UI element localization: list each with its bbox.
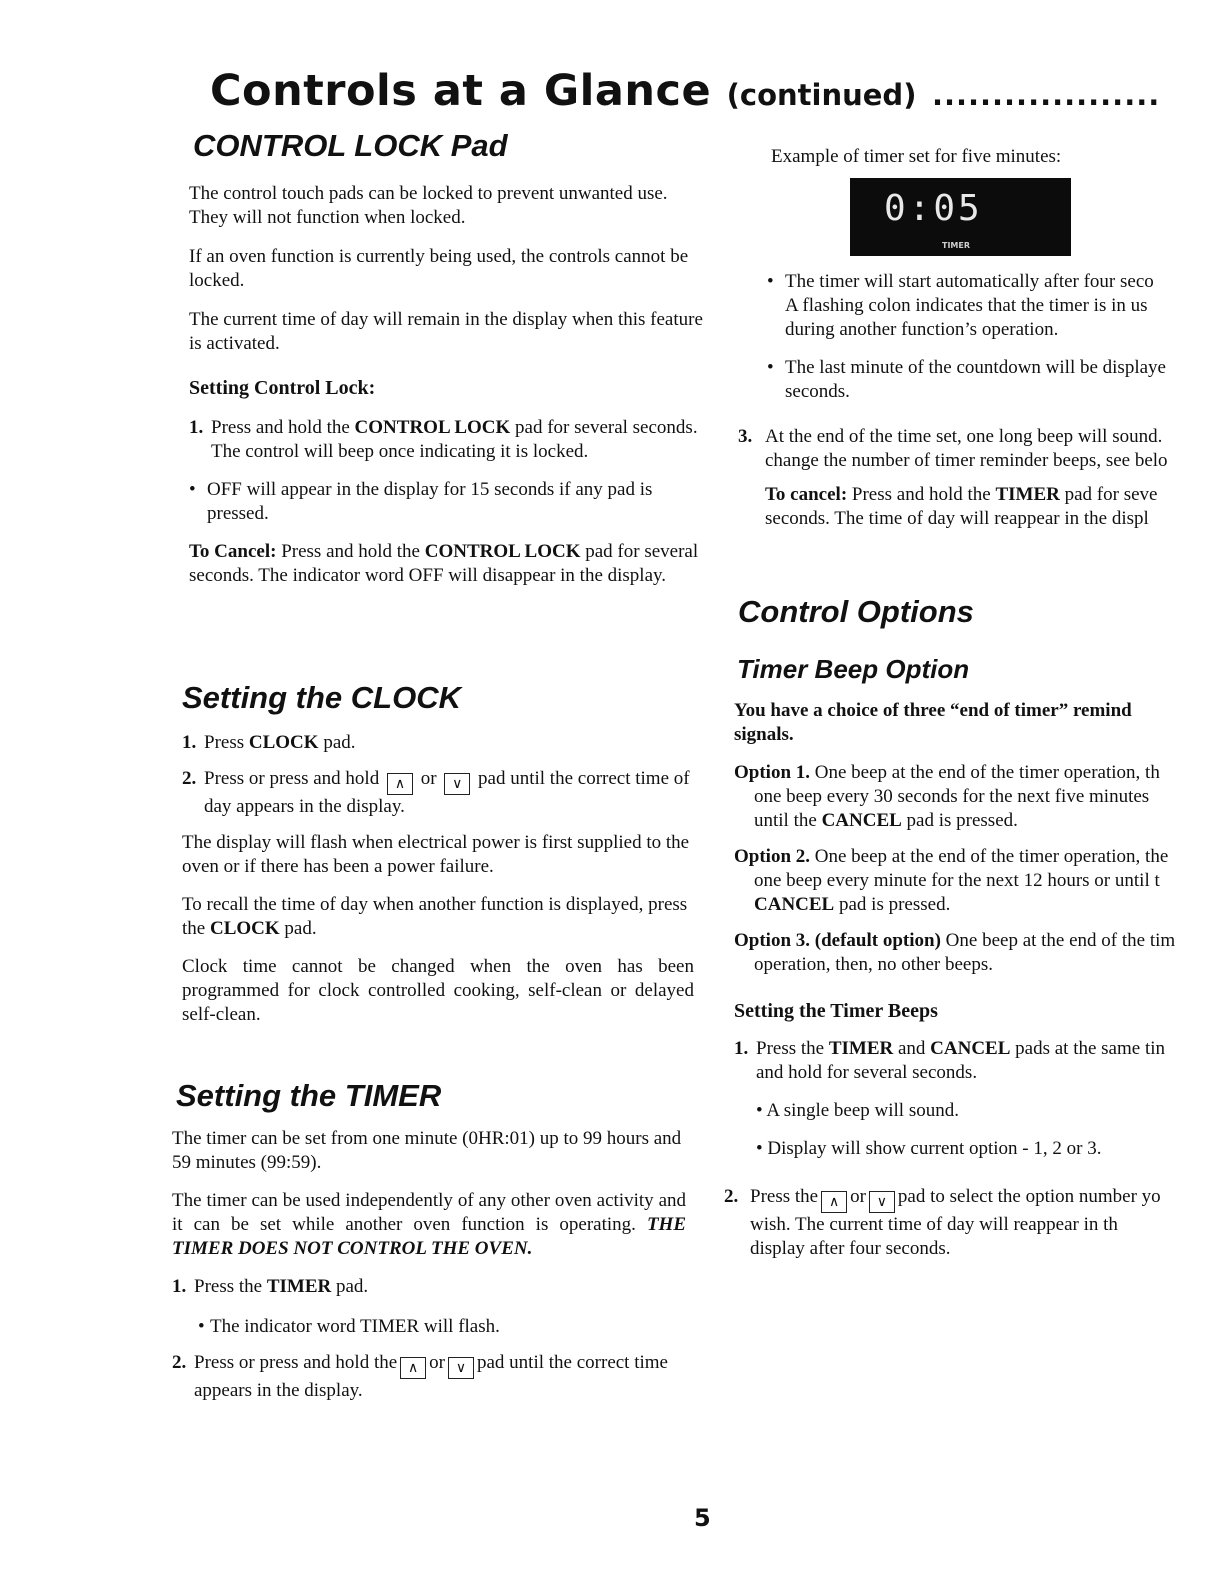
option-label: Option 2. [734, 846, 811, 867]
page-number: 5 [694, 1504, 711, 1532]
display-indicator: TIMER [942, 241, 971, 250]
step-text: Press the [750, 1186, 819, 1207]
beep-step-2 [724, 1185, 1208, 1261]
timer-note-1: • The timer will start automatically after four seco A flashing colon indicates that the timer is in us during another function’s operation. [767, 271, 1154, 340]
step-text: pad until the correct time appears in the display. [194, 1352, 668, 1401]
step-emph: CONTROL LOCK [354, 417, 511, 438]
step-text: display after four seconds. [750, 1238, 951, 1259]
timer-p2-emph: THE TIMER DOES NOT CONTROL THE OVEN. [172, 1214, 686, 1259]
setting-timer-beeps-subheading: Setting the Timer Beeps [734, 1000, 938, 1022]
option-text: pad is pressed. [901, 810, 1018, 831]
clock-step-2 [182, 767, 694, 819]
control-lock-p1: The control touch pads can be locked to prevent unwanted use. They will not function when locked. [189, 183, 668, 228]
timer-step-2 [172, 1351, 686, 1403]
beep-step-1 [734, 1037, 1208, 1085]
option-1 [734, 761, 1208, 833]
timer-display [850, 178, 1071, 256]
control-lock-p3: The current time of day will remain in the display when this feature is activated. [189, 309, 703, 354]
cancel-label: To cancel: [765, 484, 848, 505]
step-number: 1. [189, 417, 204, 438]
step-emph: CLOCK [248, 732, 319, 753]
cancel-emph: CONTROL LOCK [424, 541, 581, 562]
step-number: 2. [172, 1352, 187, 1373]
timer-cancel [738, 483, 1208, 531]
control-lock-p2: If an oven function is currently being used, the controls cannot be locked. [189, 246, 689, 291]
step-number: 1. [172, 1276, 187, 1297]
cancel-text: Press and hold the [276, 541, 425, 562]
option-emph: CANCEL [754, 894, 835, 915]
option-text: One beep at the end of the timer operation, th [810, 762, 1160, 783]
note-text: during another function’s operation. [785, 319, 1059, 340]
intro-text: signals. [734, 724, 794, 745]
intro-text: You have a choice of three “end of timer” remind [734, 700, 1132, 721]
timer-bullet: • The indicator word TIMER will flash. [198, 1316, 500, 1337]
step-number: 3. [738, 426, 753, 447]
step-text: wish. The current time of day will reappear in th [750, 1214, 1118, 1235]
display-digits: 0:05 [884, 188, 983, 229]
clock-section [182, 731, 694, 1027]
option-2 [734, 845, 1208, 917]
note-text: The last minute of the countdown will be displaye [785, 357, 1166, 378]
cancel-text: pad for several seconds. The indicator word OFF will disappear in the display. [189, 541, 699, 586]
step-number: 2. [724, 1186, 739, 1207]
step-emph: TIMER [266, 1276, 332, 1297]
example-caption: Example of timer set for five minutes: [771, 146, 1062, 167]
step-text: pads at the same tin [1010, 1038, 1166, 1059]
step-text: change the number of timer reminder beeps, see belo [765, 450, 1168, 471]
note-text: seconds. [785, 381, 850, 402]
step-text: and hold for several seconds. [756, 1062, 978, 1083]
timer-step-1 [172, 1275, 686, 1299]
step-text: or [429, 1352, 445, 1373]
bullet-text: The indicator word TIMER will flash. [210, 1316, 500, 1337]
title-text: Controls at a Glance [210, 66, 712, 116]
page-title [210, 66, 1160, 116]
step-text: pad. [318, 732, 356, 753]
step-text: pad to select the option number yo [897, 1186, 1161, 1207]
down-arrow-icon: ∨ [448, 1357, 474, 1379]
up-arrow-icon: ∧ [387, 773, 413, 795]
option-text: pad is pressed. [834, 894, 951, 915]
control-lock-cancel [189, 540, 705, 588]
step-emph: TIMER [828, 1038, 894, 1059]
step-text: pad until the correct time of day appears in the display. [204, 768, 690, 817]
step-3-row [738, 425, 1208, 473]
up-arrow-icon: ∧ [400, 1357, 426, 1379]
step-text: pad for several seconds. The control will beep once indicating it is locked. [211, 417, 698, 462]
beep-bullet-1: • A single beep will sound. [756, 1100, 959, 1121]
step-text: Press the [194, 1276, 267, 1297]
step-text: Press and hold the [211, 417, 355, 438]
beep-intro [734, 699, 1208, 747]
note-text: A flashing colon indicates that the timer is in us [785, 295, 1148, 316]
step-text: Press or press and hold [204, 768, 380, 789]
control-lock-heading: CONTROL LOCK Pad [193, 128, 508, 163]
option-label: Option 3. (default option) [734, 930, 941, 951]
option-text: one beep every 30 seconds for the next five minutes [754, 786, 1150, 807]
option-label: Option 1. [734, 762, 811, 783]
bullet-text: A single beep will sound. [766, 1100, 959, 1121]
option-text: operation, then, no other beeps. [754, 954, 994, 975]
title-continued: (continued) [726, 78, 917, 112]
down-arrow-icon: ∨ [869, 1191, 895, 1213]
timer-p1: The timer can be set from one minute (0HR:01) up to 99 hours and 59 minutes (99:59). [172, 1128, 682, 1173]
clock-heading: Setting the CLOCK [182, 680, 461, 715]
option-emph: CANCEL [821, 810, 902, 831]
cancel-text: pad for seve [1059, 484, 1158, 505]
clock-p2 [182, 893, 694, 941]
step-text: Press [204, 732, 249, 753]
option-text: One beep at the end of the timer operation, the [810, 846, 1169, 867]
step-text: pad. [331, 1276, 369, 1297]
step-number: 1. [734, 1038, 749, 1059]
clock-p2-emph: CLOCK [209, 918, 280, 939]
step-number: 1. [182, 732, 197, 753]
option-3 [734, 929, 1208, 977]
timer-section [172, 1127, 686, 1403]
timer-step-3 [738, 425, 1208, 531]
clock-p3: Clock time cannot be changed when the oven has been programmed for clock controlled cooking, self-clean or delayed self-clean. [182, 956, 694, 1025]
bullet-text: Display will show current option - 1, 2 or 3. [767, 1138, 1102, 1159]
down-arrow-icon: ∨ [444, 773, 470, 795]
timer-p2 [172, 1189, 686, 1261]
step-number: 2. [182, 768, 197, 789]
cancel-emph: TIMER [995, 484, 1060, 505]
control-lock-bullet: • OFF will appear in the display for 15 seconds if any pad is pressed. [189, 478, 705, 526]
timer-note-2: • The last minute of the countdown will be displaye seconds. [767, 357, 1166, 402]
clock-step-1 [182, 731, 694, 755]
timer-p2-text: The timer can be used independently of any other oven activity and it can be set while another oven function is operating. [172, 1190, 686, 1235]
beep-bullet-2: • Display will show current option - 1, 2 or 3. [756, 1138, 1102, 1159]
option-text: until the [754, 810, 822, 831]
step-text: Press or press and hold the [194, 1352, 398, 1373]
up-arrow-icon: ∧ [821, 1191, 847, 1213]
bullet-text: OFF will appear in the display for 15 seconds if any pad is pressed. [207, 479, 653, 524]
clock-p2-text: To recall the time of day when another function is displayed, press the [182, 894, 688, 939]
step-emph: CANCEL [930, 1038, 1011, 1059]
setting-control-lock-subheading: Setting Control Lock: [189, 377, 376, 399]
timer-notes [767, 270, 1208, 404]
step-text: and [893, 1038, 931, 1059]
step-text: Press the [756, 1038, 829, 1059]
title-leader: ................... [931, 78, 1161, 112]
control-lock-step-1 [189, 416, 705, 464]
clock-p1: The display will flash when electrical power is first supplied to the oven or if there has been a power failure. [182, 832, 690, 877]
control-options-heading: Control Options [738, 594, 974, 629]
cancel-label: To Cancel: [189, 541, 277, 562]
cancel-text: Press and hold the [847, 484, 996, 505]
timer-beep-option-heading: Timer Beep Option [737, 654, 970, 684]
step-text: or [850, 1186, 866, 1207]
step-text: At the end of the time set, one long beep will sound. [765, 426, 1163, 447]
clock-p2-text: pad. [279, 918, 317, 939]
option-text: one beep every minute for the next 12 hours or until t [754, 870, 1160, 891]
option-text: One beep at the end of the tim [940, 930, 1176, 951]
control-lock-section [189, 182, 705, 588]
timer-heading: Setting the TIMER [176, 1078, 442, 1113]
beep-options [724, 699, 1208, 1261]
note-text: The timer will start automatically after four seco [785, 271, 1154, 292]
step-text: or [420, 768, 437, 789]
cancel-text: seconds. The time of day will reappear in the displ [765, 508, 1149, 529]
